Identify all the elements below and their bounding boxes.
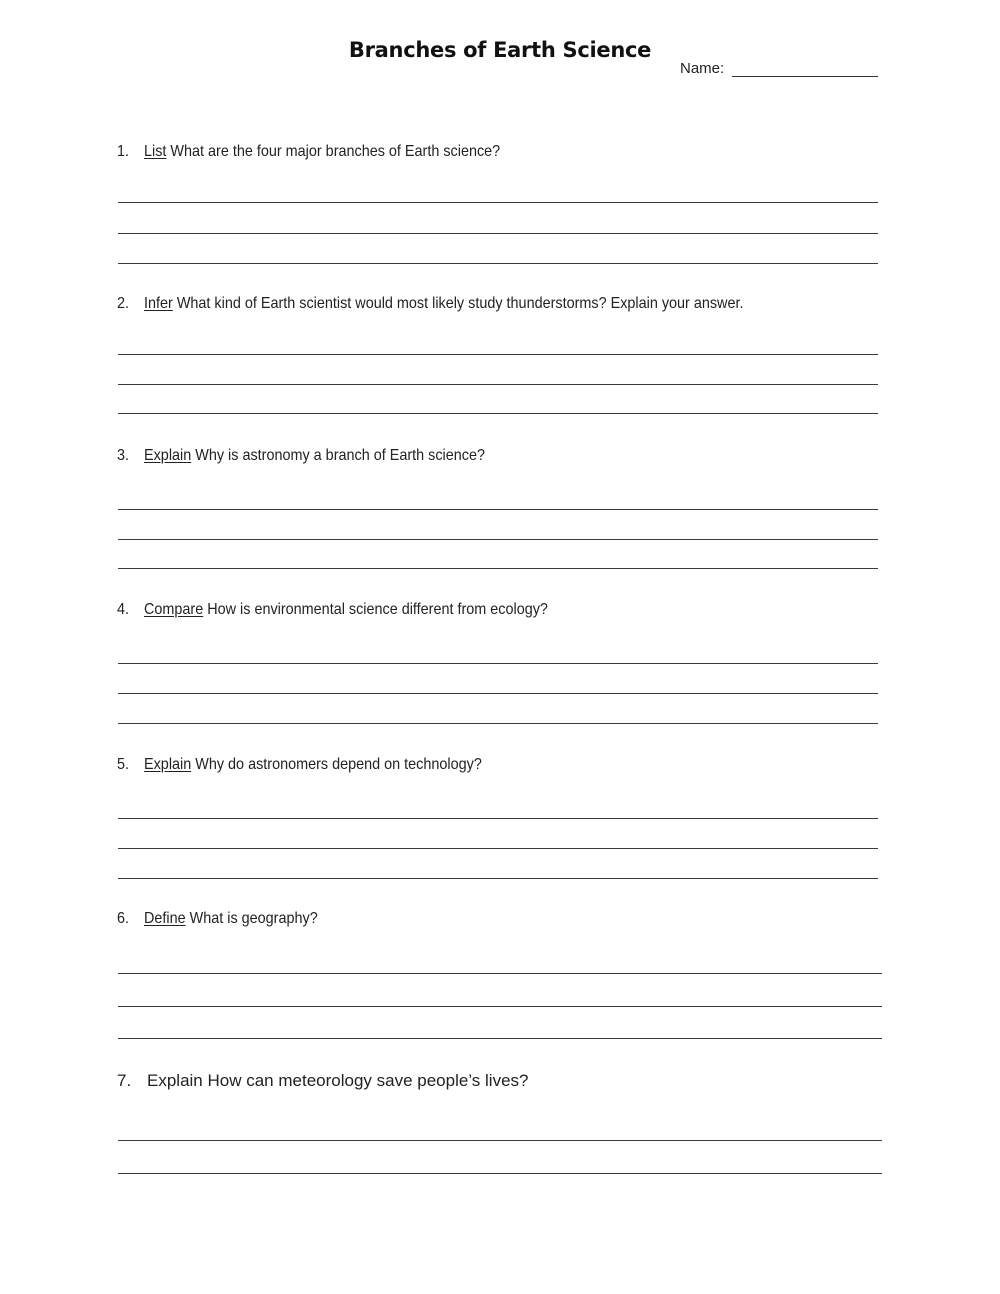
question-number: 6. bbox=[117, 910, 130, 927]
answer-line[interactable] bbox=[118, 723, 878, 724]
question-verb: List bbox=[144, 143, 167, 160]
answer-line[interactable] bbox=[118, 973, 882, 974]
question-number: 4. bbox=[117, 601, 130, 618]
question-verb: Explain bbox=[144, 447, 192, 464]
question-verb: Explain bbox=[144, 756, 192, 773]
answer-line[interactable] bbox=[118, 233, 878, 234]
question-text: Why do astronomers depend on technology? bbox=[195, 756, 482, 773]
question-number: 3. bbox=[117, 447, 130, 464]
answer-line[interactable] bbox=[118, 818, 878, 819]
question-verb: Explain bbox=[147, 1071, 203, 1090]
answer-line[interactable] bbox=[118, 878, 878, 879]
answer-line[interactable] bbox=[118, 509, 878, 510]
question-number: 1. bbox=[117, 143, 130, 160]
question-2 bbox=[117, 295, 743, 313]
answer-line[interactable] bbox=[118, 384, 878, 385]
answer-line[interactable] bbox=[118, 1006, 882, 1007]
question-4 bbox=[117, 601, 548, 619]
name-input-line[interactable] bbox=[732, 62, 878, 77]
question-3 bbox=[117, 447, 485, 465]
question-5 bbox=[117, 756, 482, 774]
answer-line[interactable] bbox=[118, 202, 878, 203]
answer-line[interactable] bbox=[118, 663, 878, 664]
question-text: What kind of Earth scientist would most likely study thunderstorms? Explain your answer. bbox=[176, 295, 744, 312]
question-number: 7. bbox=[117, 1071, 132, 1090]
question-7 bbox=[117, 1071, 528, 1091]
question-6 bbox=[117, 910, 318, 928]
answer-line[interactable] bbox=[118, 413, 878, 414]
question-1 bbox=[117, 143, 500, 161]
answer-line[interactable] bbox=[118, 693, 878, 694]
question-text: What is geography? bbox=[189, 910, 318, 927]
question-text: How is environmental science different from ecology? bbox=[207, 601, 548, 618]
answer-line[interactable] bbox=[118, 263, 878, 264]
question-verb: Define bbox=[144, 910, 186, 927]
question-number: 2. bbox=[117, 295, 130, 312]
question-text: What are the four major branches of Earth science? bbox=[170, 143, 501, 160]
question-verb: Compare bbox=[144, 601, 204, 618]
question-text: Why is astronomy a branch of Earth science? bbox=[195, 447, 485, 464]
answer-line[interactable] bbox=[118, 1038, 882, 1039]
answer-line[interactable] bbox=[118, 1140, 882, 1141]
answer-line[interactable] bbox=[118, 848, 878, 849]
answer-line[interactable] bbox=[118, 539, 878, 540]
name-label: Name: bbox=[680, 60, 725, 77]
name-field bbox=[680, 60, 878, 77]
question-number: 5. bbox=[117, 756, 130, 773]
answer-line[interactable] bbox=[118, 568, 878, 569]
worksheet-title: Branches of Earth Science bbox=[348, 38, 652, 62]
question-text: How can meteorology save people’s lives? bbox=[207, 1071, 529, 1090]
question-verb: Infer bbox=[144, 295, 173, 312]
answer-line[interactable] bbox=[118, 354, 878, 355]
answer-line[interactable] bbox=[118, 1173, 882, 1174]
